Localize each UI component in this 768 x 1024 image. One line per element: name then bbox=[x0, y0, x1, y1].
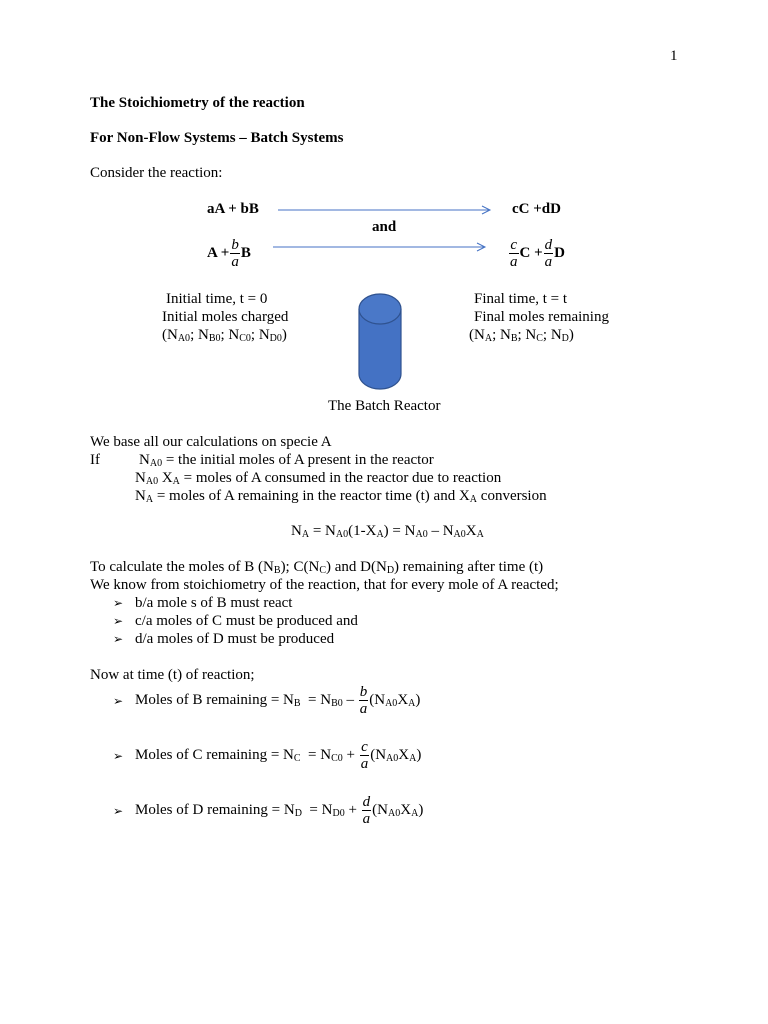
definition-na: $N_A$ = moles of A remaining in the reactor time (t) and $X_A$ conversion bbox=[135, 488, 547, 505]
final-moles-list: ($N_A$; $N_B$; $N_C$; $N_D$) bbox=[469, 327, 574, 344]
bullet-arrow-icon: ➢ bbox=[113, 632, 124, 646]
final-time: Final time, t = t bbox=[474, 291, 568, 307]
page-title: The Stoichiometry of the reaction bbox=[90, 95, 305, 111]
stoich-line: We know from stoichiometry of the reaction, that for every mole of A reacted; bbox=[90, 577, 559, 593]
bullet-arrow-icon: ➢ bbox=[113, 596, 124, 610]
bullet-item: d/a moles of D must be produced bbox=[135, 631, 335, 647]
page-number: 1 bbox=[670, 48, 678, 64]
intro-text: Consider the reaction: bbox=[90, 165, 223, 181]
initial-moles-label: Initial moles charged bbox=[162, 309, 289, 325]
initial-time: Initial time, t = 0 bbox=[166, 291, 268, 307]
initial-moles-list: ($N_{A0}$; $N_{B0}$; $N_{C0}$; $N_{D0}$) bbox=[162, 327, 287, 344]
base-line: We base all our calculations on specie A bbox=[90, 434, 332, 450]
reaction1-products: cC +dD bbox=[512, 201, 561, 217]
reaction2-arrow bbox=[271, 241, 491, 253]
final-moles-label: Final moles remaining bbox=[474, 309, 609, 325]
definition-na0: $N_{A0}$ = the initial moles of A present in the reactor bbox=[139, 452, 434, 469]
na-equation: $N_A = N_{A0}(1-X_A) = N_{A0} - N_{A0}X_A$ bbox=[291, 523, 484, 540]
reaction1-arrow bbox=[276, 204, 496, 216]
bullet-item: c/a moles of C must be produced and bbox=[135, 613, 358, 629]
reaction1-reactants: aA + bB bbox=[207, 201, 259, 217]
reaction2-products: $\frac{c}{a}$ C + $\frac{d}{a}$ D bbox=[510, 237, 565, 271]
moles-b-equation: Moles of B remaining = $N_B = N_{B0}$ – $\frac{b}{a}$ $(N_{A0}X_A)$ bbox=[135, 684, 421, 718]
bullet-arrow-icon: ➢ bbox=[113, 694, 124, 708]
section-subtitle: For Non-Flow Systems – Batch Systems bbox=[90, 130, 344, 146]
calc-line: To calculate the moles of B $(N_B)$; $C(N_C)$ and $D(N_D)$ remaining after time (t) bbox=[90, 559, 544, 576]
batch-reactor-cylinder bbox=[357, 292, 405, 392]
if-label: If bbox=[90, 452, 100, 468]
bullet-arrow-icon: ➢ bbox=[113, 614, 124, 628]
and-label: and bbox=[372, 219, 397, 235]
now-line: Now at time (t) of reaction; bbox=[90, 667, 255, 683]
reaction2-reactants: A + $\frac{b}{a}$ B bbox=[207, 237, 251, 271]
reactor-caption: The Batch Reactor bbox=[328, 398, 441, 414]
bullet-item: b/a mole s of B must react bbox=[135, 595, 293, 611]
bullet-arrow-icon: ➢ bbox=[113, 804, 124, 818]
moles-d-equation: Moles of D remaining = $N_D = N_{D0}$ + $\frac{d}{a}$ $(N_{A0}X_A)$ bbox=[135, 794, 424, 828]
bullet-arrow-icon: ➢ bbox=[113, 749, 124, 763]
moles-c-equation: Moles of C remaining = $N_C = N_{C0}$ + $\frac{c}{a}$ $(N_{A0}X_A)$ bbox=[135, 739, 422, 773]
definition-na0xa: $N_{A0}$ $X_A$ = moles of A consumed in the reactor due to reaction bbox=[135, 470, 502, 487]
